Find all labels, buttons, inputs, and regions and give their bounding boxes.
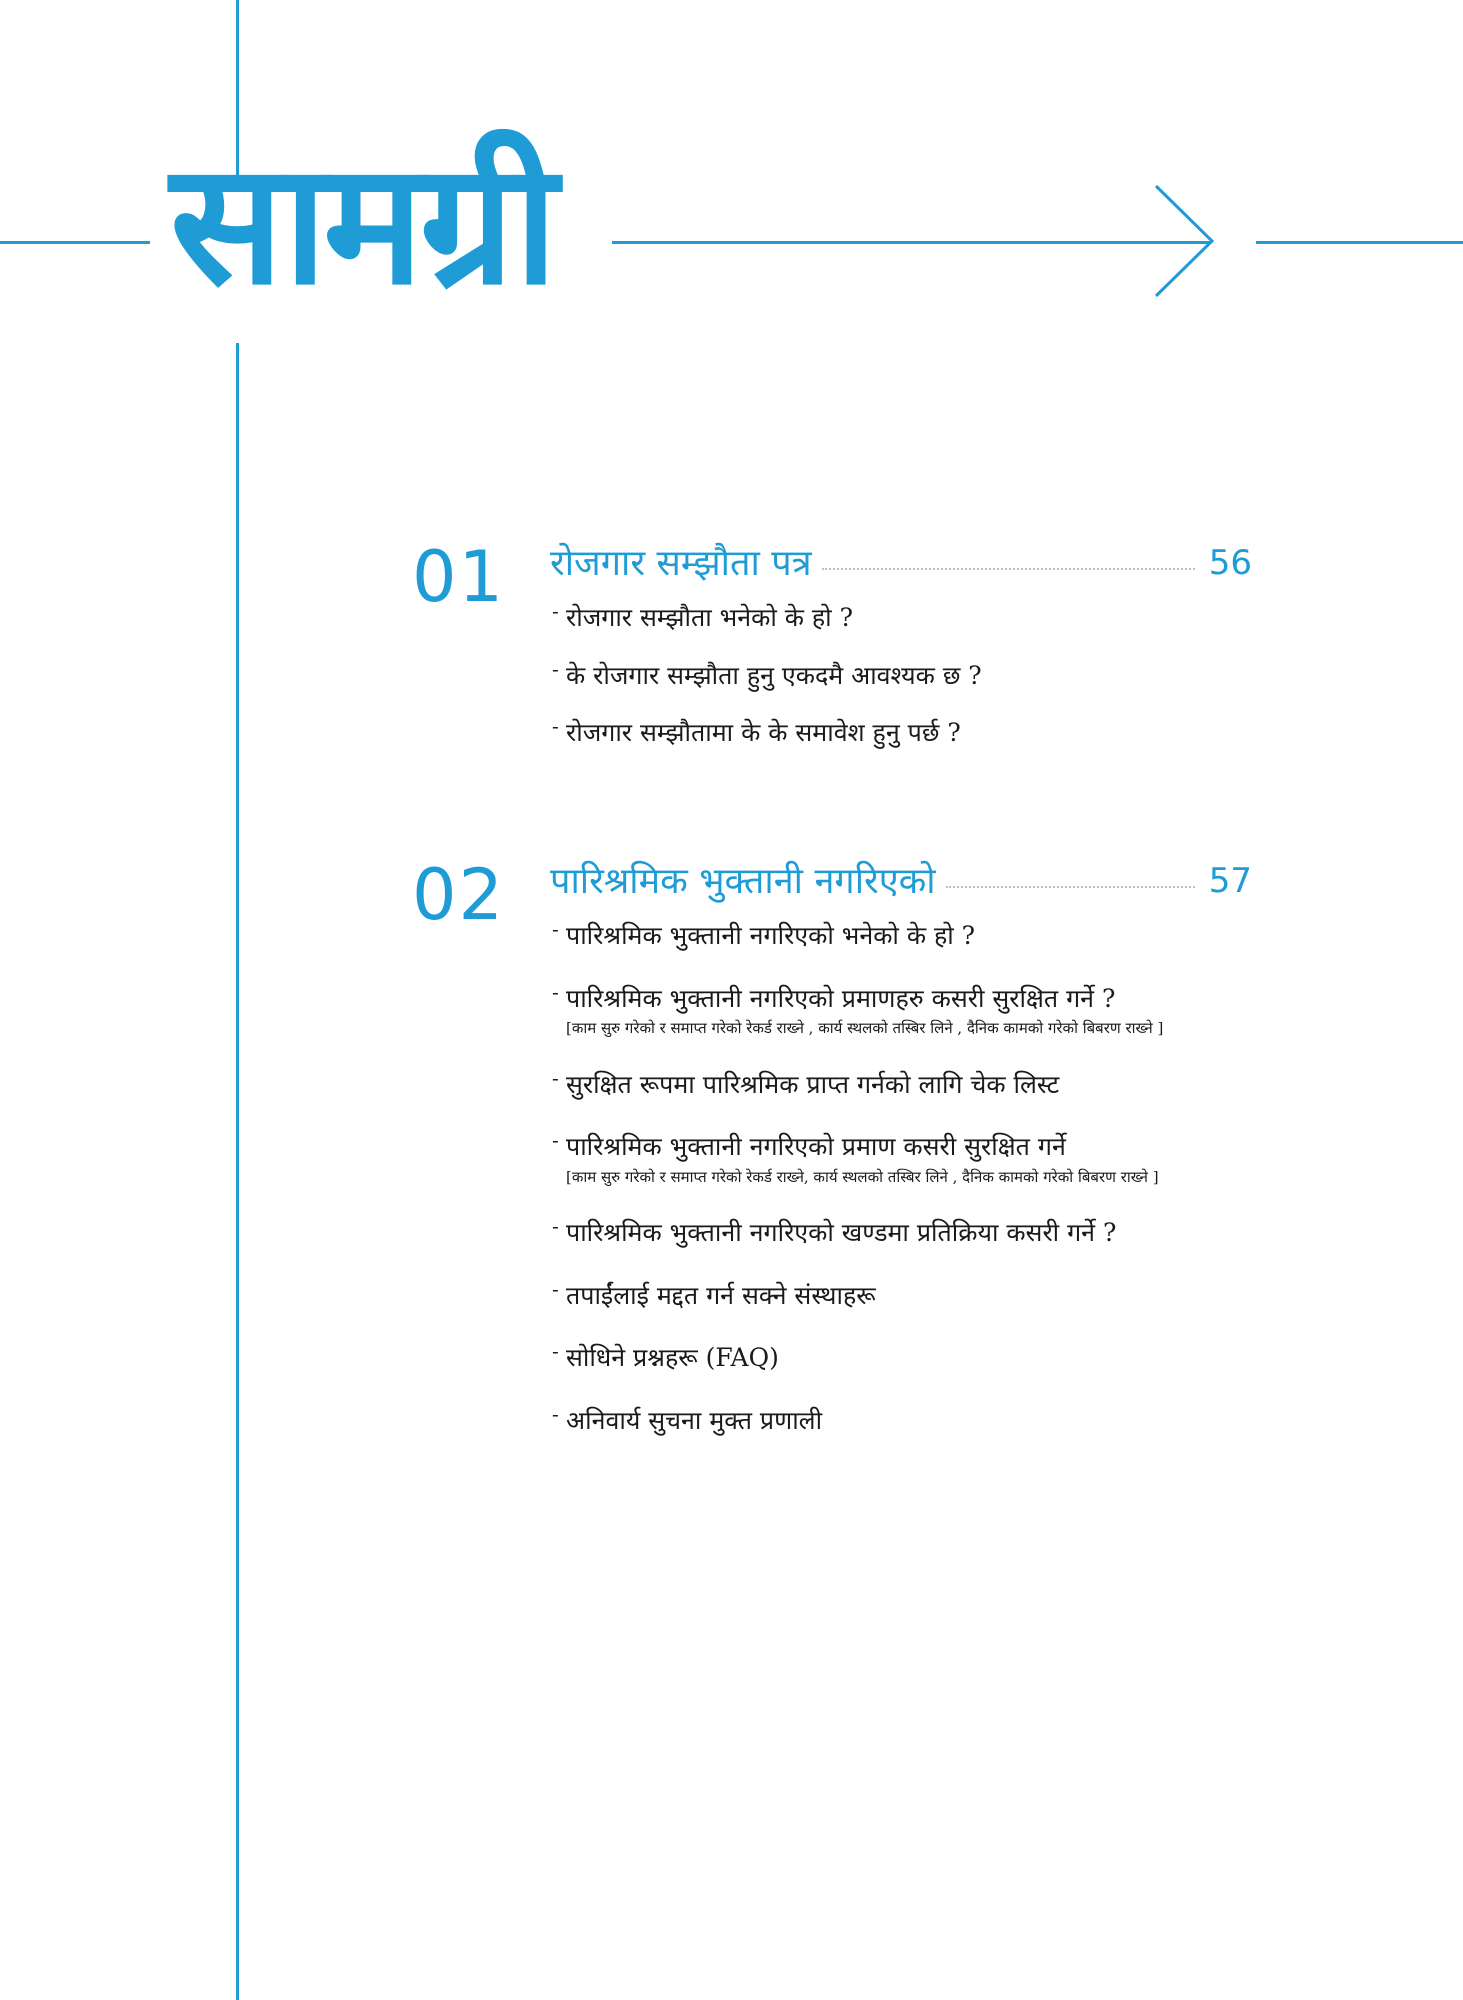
toc-item-note: [काम सुरु गरेको र समाप्त गरेको रेकर्ड राख्ने, कार्य स्थलको तस्बिर लिने , दैनिक कामको गरेको बिबरण राख्ने ] (566, 1167, 1159, 1186)
toc-item-text: पारिश्रमिक भुक्तानी नगरिएको खण्डमा प्रतिक्रिया कसरी गर्ने ? (566, 1218, 1117, 1247)
section-header (550, 542, 1252, 585)
section-number: 02 (412, 854, 506, 936)
toc-section-01 (412, 536, 1252, 802)
toc-item[interactable] (552, 660, 982, 693)
toc-item[interactable] (552, 717, 982, 750)
arrow-right-icon (1140, 178, 1220, 304)
toc-item-text: पारिश्रमिक भुक्तानी नगरिएको प्रमाणहरु कसरी सुरक्षित गर्ने ? (566, 983, 1116, 1013)
toc-item-text: रोजगार सम्झौतामा के के समावेश हुनु पर्छ ? (566, 718, 961, 747)
toc-item-text: सुरक्षित रूपमा पारिश्रमिक प्राप्त गर्नको लागि चेक लिस्ट (566, 1069, 1060, 1099)
toc-item-text: अनिवार्य सुचना मुक्त प्रणाली (566, 1405, 823, 1435)
toc-item[interactable] (552, 1405, 1163, 1438)
section-page-number: 57 (1208, 861, 1252, 902)
toc-item[interactable] (552, 1342, 1163, 1375)
section-items (552, 920, 1163, 1437)
section-page-number: 56 (1208, 543, 1252, 584)
toc-item-note: [काम सुरु गरेको र समाप्त गरेको रेकर्ड राख्ने , कार्य स्थलको तस्बिर लिने , दैनिक कामको गरेको बिबरण राख्ने ] (566, 1019, 1164, 1037)
toc-item-text: सोधिने प्रश्नहरू (FAQ) (566, 1343, 779, 1372)
toc-item[interactable] (552, 1280, 1163, 1313)
section-header (550, 860, 1252, 903)
section-title[interactable]: रोजगार सम्झौता पत्र (550, 543, 812, 584)
toc-item[interactable] (552, 920, 1163, 953)
toc-item[interactable] (552, 983, 1163, 1039)
toc-item-text: के रोजगार सम्झौता हुनु एकदमै आवश्यक छ ? (566, 660, 982, 690)
horizontal-rule-right (1256, 241, 1463, 244)
section-items (552, 602, 982, 750)
toc-item[interactable] (552, 602, 982, 635)
toc-item-text: पारिश्रमिक भुक्तानी नगरिएको प्रमाण कसरी सुरक्षित गर्ने (566, 1132, 1066, 1161)
toc-item-text: पारिश्रमिक भुक्तानी नगरिएको भनेको के हो ? (566, 921, 976, 950)
toc-item[interactable] (552, 1131, 1163, 1187)
toc-item-text: तपाईंलाई मद्दत गर्न सक्ने संस्थाहरू (566, 1280, 876, 1310)
toc-item[interactable] (552, 1217, 1163, 1250)
toc-item[interactable] (552, 1069, 1163, 1102)
horizontal-rule-left (0, 241, 150, 244)
toc-section-02 (412, 854, 1252, 1500)
horizontal-rule-middle (612, 241, 1210, 244)
toc-item-text: रोजगार सम्झौता भनेको के हो ? (566, 603, 853, 632)
section-number: 01 (412, 536, 506, 618)
leader-dots (946, 886, 1195, 888)
page-title: सामग्री (170, 126, 554, 322)
leader-dots (822, 568, 1195, 570)
section-title[interactable]: पारिश्रमिक भुक्तानी नगरिएको (550, 861, 936, 902)
